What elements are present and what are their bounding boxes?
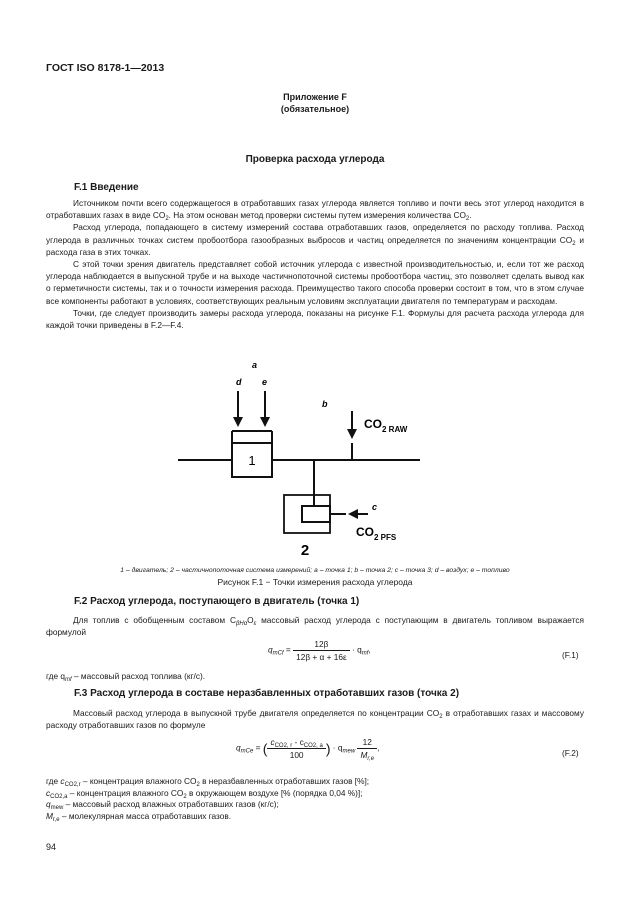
figure-legend: 1 – двигатель; 2 – частичнопоточная система измерений; a – точка 1; b – точка 2; c – точка 3; d – воздух; e – топливо: [120, 567, 510, 574]
label-d: d: [236, 377, 242, 387]
label-c: c: [372, 502, 378, 512]
annex-status: (обязательное): [280, 104, 350, 114]
label-co2-raw: $CO_{2 RAW}$: [364, 417, 408, 434]
formula-f2: $q_{mCe}$ = ( $\frac{c_{CO2, r} - c_{CO2, a}}{100}$ ) · $q_{mew}$ $\frac{12}{M_{r,e}}$ ,: [236, 737, 380, 762]
f2-where: где $q_{mf}$ – массовый расход топлива (кг/с).: [46, 671, 206, 683]
f1-paragraph-2: Расход углерода, попадающего в систему измерений состава отработавших газов, определяется по расходу топлива. Расход углерода в различных точках систем пробоотбора газообразных выбросов и частиц определяется по значениям концентрации $CO_2$ и расхода газа в этих точках.: [46, 222, 584, 257]
carbon-flow-figure: [0, 355, 630, 560]
page-number: 94: [46, 842, 57, 852]
equation-number-f2: (F.2): [562, 748, 579, 758]
section-f3-body: [46, 707, 584, 731]
f3-paragraph: Массовый расход углерода в выпускной трубе двигателя определяется по концентрации $CO_2$ в отработавших газах и массовому расходу отработавших газов по формуле: [46, 708, 584, 731]
engine-label: 1: [248, 453, 256, 468]
pfs-inner-box: [302, 506, 330, 522]
equation-number-f1: (F.1): [562, 650, 579, 660]
document-title: Проверка расхода углерода: [245, 154, 385, 165]
raw-arrow-head: [347, 429, 357, 439]
standard-header: ГОСТ ISO 8178-1—2013: [46, 62, 165, 74]
f1-paragraph-1: Источником почти всего содержащегося в отработавших газах углерода является топливо и почти весь этот углерод находится в отработавших газах в виде $CO_2$. На этом основан метод проверки системы путем измерения количества $CO_2$.: [46, 198, 584, 223]
label-co2-pfs: $CO_{2 PFS}$: [356, 525, 397, 542]
section-f1-body: [46, 197, 584, 331]
f1-paragraph-4: Точки, где следует производить замеры расхода углерода, показаны на рисунке F.1. Формулы для расчета расхода углерода для каждой точки приведены в F.2—F.4.: [46, 307, 584, 331]
section-f3-heading: F.3 Расход углерода в составе неразбавленных отработавших газов (точка 2): [74, 688, 460, 699]
where-line: $q_{mew}$ – массовый расход влажных отработавших газов (кг/с);: [46, 799, 279, 812]
f1-paragraph-3: С этой точки зрения двигатель представляет собой источник углерода с известной производительностью, и, если тот же расход углерода наблюдается в выпускной трубе и на выходе частичнопоточной системы пробоотбора частиц, это позволяет сделать вывод как о герметичности системы, так и о точности измерения расхода. Преимущество такого способа проверки состоит в том, что в этом случае все компоненты работают в условиях, соответствующих реальным условиям эксплуатации двигателя по температурам и расходам.: [46, 259, 584, 306]
figure-caption: Рисунок F.1 − Точки измерения расхода углерода: [217, 577, 413, 587]
label-e: e: [262, 377, 268, 387]
section-f1-heading: F.1 Введение: [74, 182, 139, 193]
air-arrow-head: [233, 417, 243, 427]
label-a: a: [252, 360, 258, 370]
f3-where-list: [46, 776, 584, 822]
pfs-arrow-head: [348, 509, 358, 519]
section-f2-heading: F.2 Расход углерода, поступающего в двигатель (точка 1): [74, 596, 360, 607]
where-line: где $c_{CO2,r}$ – концентрация влажного $CO_2$ в неразбавленных отработавших газов [%];: [46, 776, 370, 788]
where-line: $c_{CO2,a}$ – концентрация влажного $CO_2$ в окружающем воздухе [% (порядка 0,04 %)];: [46, 787, 363, 800]
formula-f1: $q_{mCf}$ = $\frac{12\beta}{12\beta + \alpha + 16\varepsilon}$ · $q_{mf}$,: [268, 639, 371, 662]
annex-title: Приложение F: [283, 92, 347, 102]
pfs-label: 2: [300, 542, 310, 559]
fuel-arrow-head: [260, 417, 270, 427]
section-f2-body: [46, 614, 584, 638]
label-b: b: [322, 399, 328, 409]
f2-paragraph: Для топлив с обобщенным составом $C_{\beta H\alpha}O_\varepsilon$ массовый расход углерода с поступающим в двигатель топливом выражается формулой: [46, 615, 584, 638]
where-line: $M_{r,e}$ – молекулярная масса отработавших газов.: [46, 810, 232, 823]
